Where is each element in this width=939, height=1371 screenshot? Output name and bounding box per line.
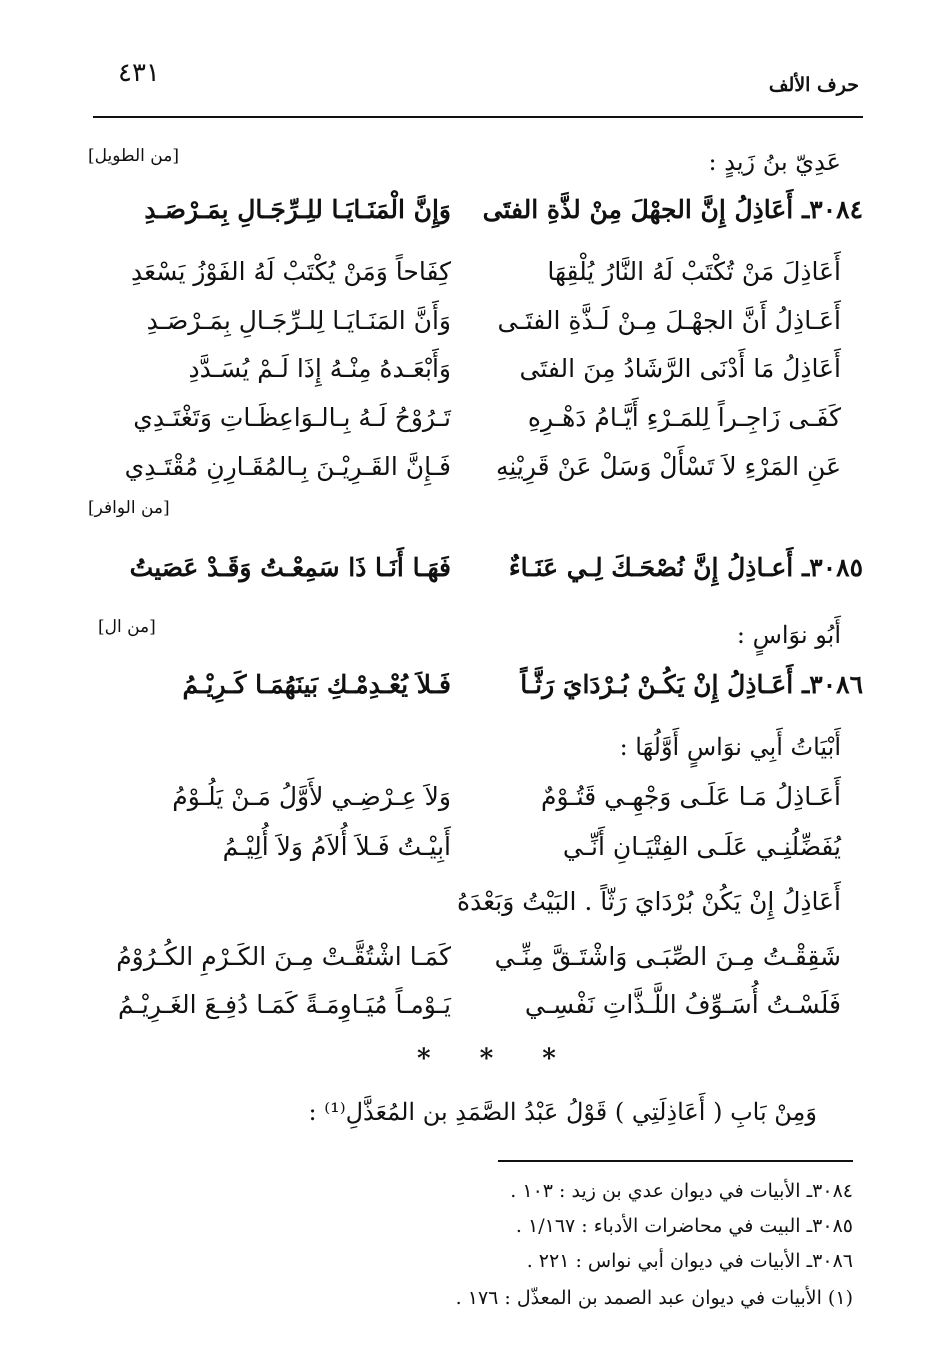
- verse-sadr: أَعَاذِلُ مَا أَدْنَى الرَّشَادُ مِنَ الفتَى: [519, 354, 841, 383]
- poet-name: عَدِيّ بنُ زَيدٍ :: [708, 148, 841, 176]
- transition-line: وَمِنْ بَابِ ( أَعَاذِلَتِي ) قَوْلُ عَبْدُ الصَّمَدِ بن المُعَذَّلِ⁽¹⁾ :: [308, 1098, 817, 1126]
- verse-ajuz: وَأَنَّ المَنَـايَـا لِلـرِّجَـالِ بِمَـرْصَـدِ: [146, 306, 451, 335]
- meter-label: [من الطويل]: [88, 146, 179, 166]
- header-divider: [93, 116, 863, 118]
- verse-ajuz: فَـلاَ يُعْـدِمْـكِ بَينَهُمَـا كَـرِيْـمُ: [182, 670, 451, 699]
- footnote: ٣٠٨٤ـ الأبيات في ديوان عدي بن زيد : ١٠٣ .: [510, 1180, 853, 1202]
- verse-sadr: أَعَـاذِلُ مَـا عَلَـى وَجْهِـي قَتُـوْمٌ: [541, 782, 841, 811]
- verse-ajuz: يَـوْمـاً مُيَـاوِمَـةً كَمَـا دُفِـعَ الغَـرِيْـمُ: [117, 990, 451, 1019]
- verse-sadr: يُفَضِّلُنِـي عَلَـى الفِتْيَـانِ أَنِّـي: [562, 832, 841, 861]
- verse-ajuz: وَلاَ عِـرْضِـي لأَوَّلُ مَـنْ يَلُـوْمُ: [172, 782, 451, 811]
- verse-ajuz: كَمَـا اشْتُقَّـتْ مِـنَ الكَـرْمِ الكُـرُوْمُ: [116, 942, 451, 971]
- footnote: ٣٠٨٦ـ الأبيات في ديوان أبي نواس : ٢٢١ .: [526, 1250, 853, 1272]
- section-separator: * * *: [417, 1044, 576, 1074]
- chapter-title: حرف الألف: [768, 74, 859, 96]
- page-number: ٤٣١: [118, 58, 160, 88]
- verse-sadr: فَلَسْـتُ أُسَـوِّفُ اللَّـذَّاتِ نَفْسِـي: [524, 990, 841, 1019]
- poem-intro: أَبْيَاتُ أَبِي نوَاسٍ أَوَّلُهَا :: [619, 733, 841, 761]
- footnote: (١) الأبيات في ديوان عبد الصمد بن المعذّل : ١٧٦ .: [455, 1287, 853, 1309]
- poet-name: أَبُو نوَاسٍ :: [736, 621, 841, 649]
- verse-sadr: أَعَـاذِلُ أَنَّ الجهْـلَ مِـنْ لَـذَّةِ الفتَـى: [497, 306, 841, 335]
- verse-ajuz: وَأَبْعَـدهُ مِنْـهُ إِذَا لَـمْ يُسَـدَّدِ: [188, 354, 451, 383]
- footnote-divider: [498, 1160, 853, 1162]
- verse-ajuz: فَهَـا أَنَـا ذَا سَمِعْـتُ وَقَـدْ عَصَيتُ: [129, 553, 451, 582]
- meter-label: [من الوافر]: [88, 498, 170, 518]
- verse-sadr: ٣٠٨٤ـ أَعَاذِلُ إِنَّ الجهْلَ مِنْ لذَّةِ الفتَى: [482, 195, 863, 224]
- verse-sadr: شَقِقْـتُ مِـنَ الصِّبَـى وَاشْتَـقَّ مِنِّـي: [494, 942, 841, 971]
- verse-ajuz: وَإِنَّ الْمَنَـايَـا للِـرِّجَـالِ بِمَـرْصَـدِ: [144, 195, 451, 224]
- meter-label: [من ال]: [98, 617, 156, 637]
- verse-sadr: ٣٠٨٦ـ أَعَـاذِلُ إِنْ يَكُـنْ بُـرْدَايَ رَثَّـاً: [520, 670, 863, 699]
- verse-sadr: كَفَـى زَاجِـراً لِلمَـرْءِ أَيَّـامُ دَهْـرِهِ: [527, 403, 841, 432]
- verse-sadr: ٣٠٨٥ـ أَعـاذِلُ إِنَّ نُصْحَـكَ لِـي عَنَـاءٌ: [508, 553, 863, 582]
- verse-ajuz: أَبِيْـتُ فَـلاَ أُلاَمُ وَلاَ أُلِيْـمُ: [222, 832, 451, 861]
- verse-line: أَعَاذِلُ إِنْ يَكُنْ بُرْدَايَ رَثّاً . البَيْتُ وَبَعْدَهُ: [456, 887, 841, 916]
- verse-sadr: أَعَاذِلَ مَنْ تُكْتَبْ لَهُ النَّارُ يُلْقِهَا: [547, 257, 841, 286]
- verse-ajuz: فَـإِنَّ القَـرِيْـنَ بِـالمُقَـارِنِ مُقْتَـدِي: [124, 452, 451, 481]
- footnote: ٣٠٨٥ـ البيت في محاضرات الأدباء : ١/١٦٧ .: [515, 1215, 853, 1237]
- verse-sadr: عَنِ المَرْءِ لاَ تَسْأَلْ وَسَلْ عَنْ قَرِيْنِهِ: [495, 452, 841, 481]
- verse-ajuz: تَـرُوْحُ لَـهُ بِـالـوَاعِظَـاتِ وَتَغْتَـدِي: [133, 403, 451, 432]
- verse-ajuz: كِفَاحاً وَمَنْ يُكْتَبْ لَهُ الفَوْزُ يَسْعَدِ: [131, 257, 451, 286]
